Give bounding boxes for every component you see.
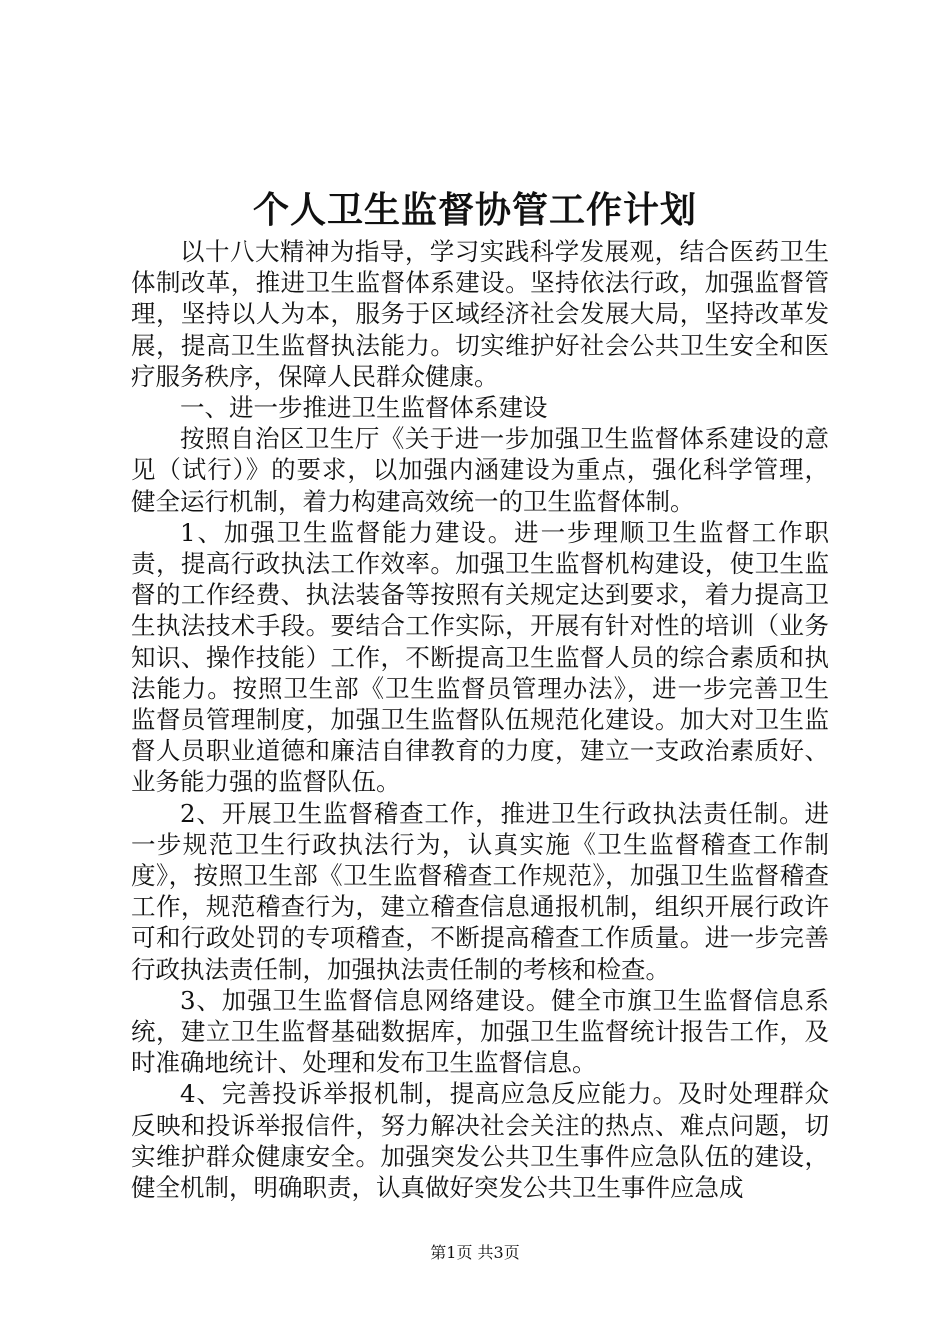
document-body — [131, 236, 829, 1203]
page-indicator: 第1页 共3页 — [430, 1243, 520, 1262]
paragraph-intro: 以十八大精神为指导，学习实践科学发展观，结合医药卫生体制改革，推进卫生监督体系建设。坚持依法行政，加强监督管理，坚持以人为本，服务于区域经济社会发展大局，坚持改革发展，提高卫生监督执法能力。切实维护好社会公共卫生安全和医疗服务秩序，保障人民群众健康。 — [131, 237, 829, 391]
section-heading-1: 一、进一步推进卫生监督体系建设 — [180, 393, 548, 423]
paragraph-item-1: 1、加强卫生监督能力建设。进一步理顺卫生监督工作职责，提高行政执法工作效率。加强卫生监督机构建设，使卫生监督的工作经费、执法装备等按照有关规定达到要求，着力提高卫生执法技术手段。要结合工作实际，开展有针对性的培训（业务知识、操作技能）工作，不断提高卫生监督人员的综合素质和执法能力。按照卫生部《卫生监督员管理办法》，进一步完善卫生监督员管理制度，加强卫生监督队伍规范化建设。加大对卫生监督人员职业道德和廉洁自律教育的力度，建立一支政治素质好、业务能力强的监督队伍。 — [131, 517, 829, 797]
document-title: 个人卫生监督协管工作计划 — [252, 189, 697, 231]
paragraph-section-1-intro: 按照自治区卫生厅《关于进一步加强卫生监督体系建设的意见（试行）》的要求，以加强内涵建设为重点，强化科学管理，健全运行机制，着力构建高效统一的卫生监督体制。 — [131, 424, 829, 516]
paragraph-item-3: 3、加强卫生监督信息网络建设。健全市旗卫生监督信息系统，建立卫生监督基础数据库，加强卫生监督统计报告工作，及时准确地统计、处理和发布卫生监督信息。 — [131, 985, 829, 1078]
paragraph-item-4: 4、完善投诉举报机制，提高应急反应能力。及时处理群众反映和投诉举报信件，努力解决社会关注的热点、难点问题，切实维护群众健康安全。加强突发公共卫生事件应急队伍的建设，健全机制，明确职责，认真做好突发公共卫生事件应急成 — [131, 1079, 829, 1203]
paragraph-item-2: 2、开展卫生监督稽查工作，推进卫生行政执法责任制。进一步规范卫生行政执法行为，认真实施《卫生监督稽查工作制度》，按照卫生部《卫生监督稽查工作规范》，加强卫生监督稽查工作，规范稽查行为，建立稽查信息通报机制，组织开展行政许可和行政处罚的专项稽查，不断提高稽查工作质量。进一步完善行政执法责任制，加强执法责任制的考核和检查。 — [131, 798, 829, 984]
